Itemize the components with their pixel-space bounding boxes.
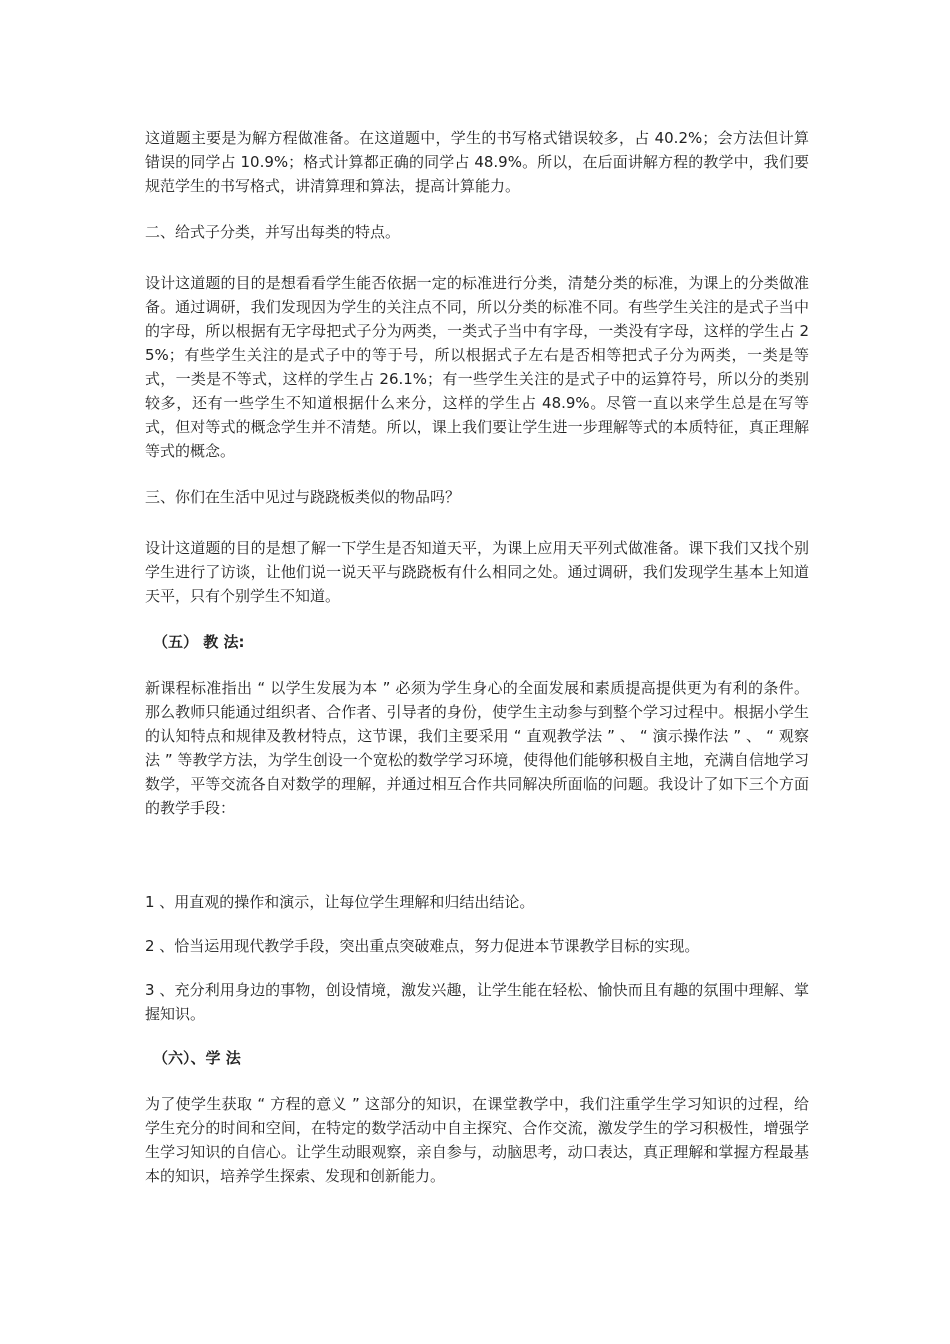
question2-heading: 二、给式子分类，并写出每类的特点。 [145,223,401,241]
paragraph-question1-analysis: 这道题主要是为解方程做准备。在这道题中，学生的书写格式错误较多，占 40.2%；会方法但计算错误的同学占 10.9%；格式计算都正确的同学占 48.9%。所以，在后面讲解方程的教学中，我们要规范学生的书写格式，讲清算理和算法，提高计算能力。 [145,129,809,195]
list-item-1: 1 、用直观的操作和演示，让每位学生理解和归结出结论。 [145,893,535,911]
section-heading-teaching-method: （五） 教 法: [153,633,245,651]
paragraph-question3-analysis: 设计这道题的目的是想了解一下学生是否知道天平，为课上应用天平列式做准备。课下我们又找个别学生进行了访谈，让他们说一说天平与跷跷板有什么相同之处。通过调研，我们发现学生基本上知道天平，只有个别学生不知道。 [145,539,809,605]
blank-spacer [145,842,809,890]
document-page [145,126,809,1210]
list-item-3: 3 、充分利用身边的事物，创设情境，激发兴趣，让学生能在轻松、愉快而且有趣的氛围中理解、掌握知识。 [145,981,809,1023]
section-heading-learning-method: （六）、学 法 [153,1049,241,1067]
paragraph-teaching-method: 新课程标准指出 “ 以学生发展为本 ” 必须为学生身心的全面发展和素质提高提供更为有利的条件。那么教师只能通过组织者、合作者、引导者的身份，使学生主动参与到整个学习过程中。根据小学生的认知特点和规律及教材特点，这节课，我们主要采用 “ 直观教学法 ” 、 “ 演示操作法 ” 、 “ 观察法 ” 等教学方法，为学生创设一个宽松的数学学习环境，使得他们能够积极自主地，充满自信地学习数学，平等交流各自对数学的理解，并通过相互合作共同解决所面临的问题。我设计了如下三个方面的教学手段： [145,679,809,817]
paragraph-learning-method: 为了使学生获取 “ 方程的意义 ” 这部分的知识，在课堂教学中，我们注重学生学习知识的过程，给学生充分的时间和空间，在特定的数学活动中自主探究、合作交流，激发学生的学习积极性，增强学生学习知识的自信心。让学生动眼观察，亲自参与，动脑思考，动口表达，真正理解和掌握方程最基本的知识，培养学生探索、发现和创新能力。 [145,1095,809,1185]
paragraph-question2-analysis: 设计这道题的目的是想看看学生能否依据一定的标准进行分类，清楚分类的标准，为课上的分类做准备。通过调研，我们发现因为学生的关注点不同，所以分类的标准不同。有些学生关注的是式子当中的字母，所以根据有无字母把式子分为两类，一类式子当中有字母，一类没有字母，这样的学生占 25%；有些学生关注的是式子中的等于号，所以根据式子左右是否相等把式子分为两类，一类是等式，一类是不等式，这样的学生占 26.1%；有一些学生关注的是式子中的运算符号，所以分的类别较多，还有一些学生不知道根据什么来分，这样的学生占 48.9%。尽管一直以来学生总是在写等式，但对等式的概念学生并不清楚。所以，课上我们要让学生进一步理解等式的本质特征，真正理解等式的概念。 [145,274,809,460]
list-item-2: 2 、恰当运用现代教学手段，突出重点突破难点，努力促进本节课教学目标的实现。 [145,937,700,955]
question3-heading: 三、你们在生活中见过与跷跷板类似的物品吗？ [145,488,461,506]
